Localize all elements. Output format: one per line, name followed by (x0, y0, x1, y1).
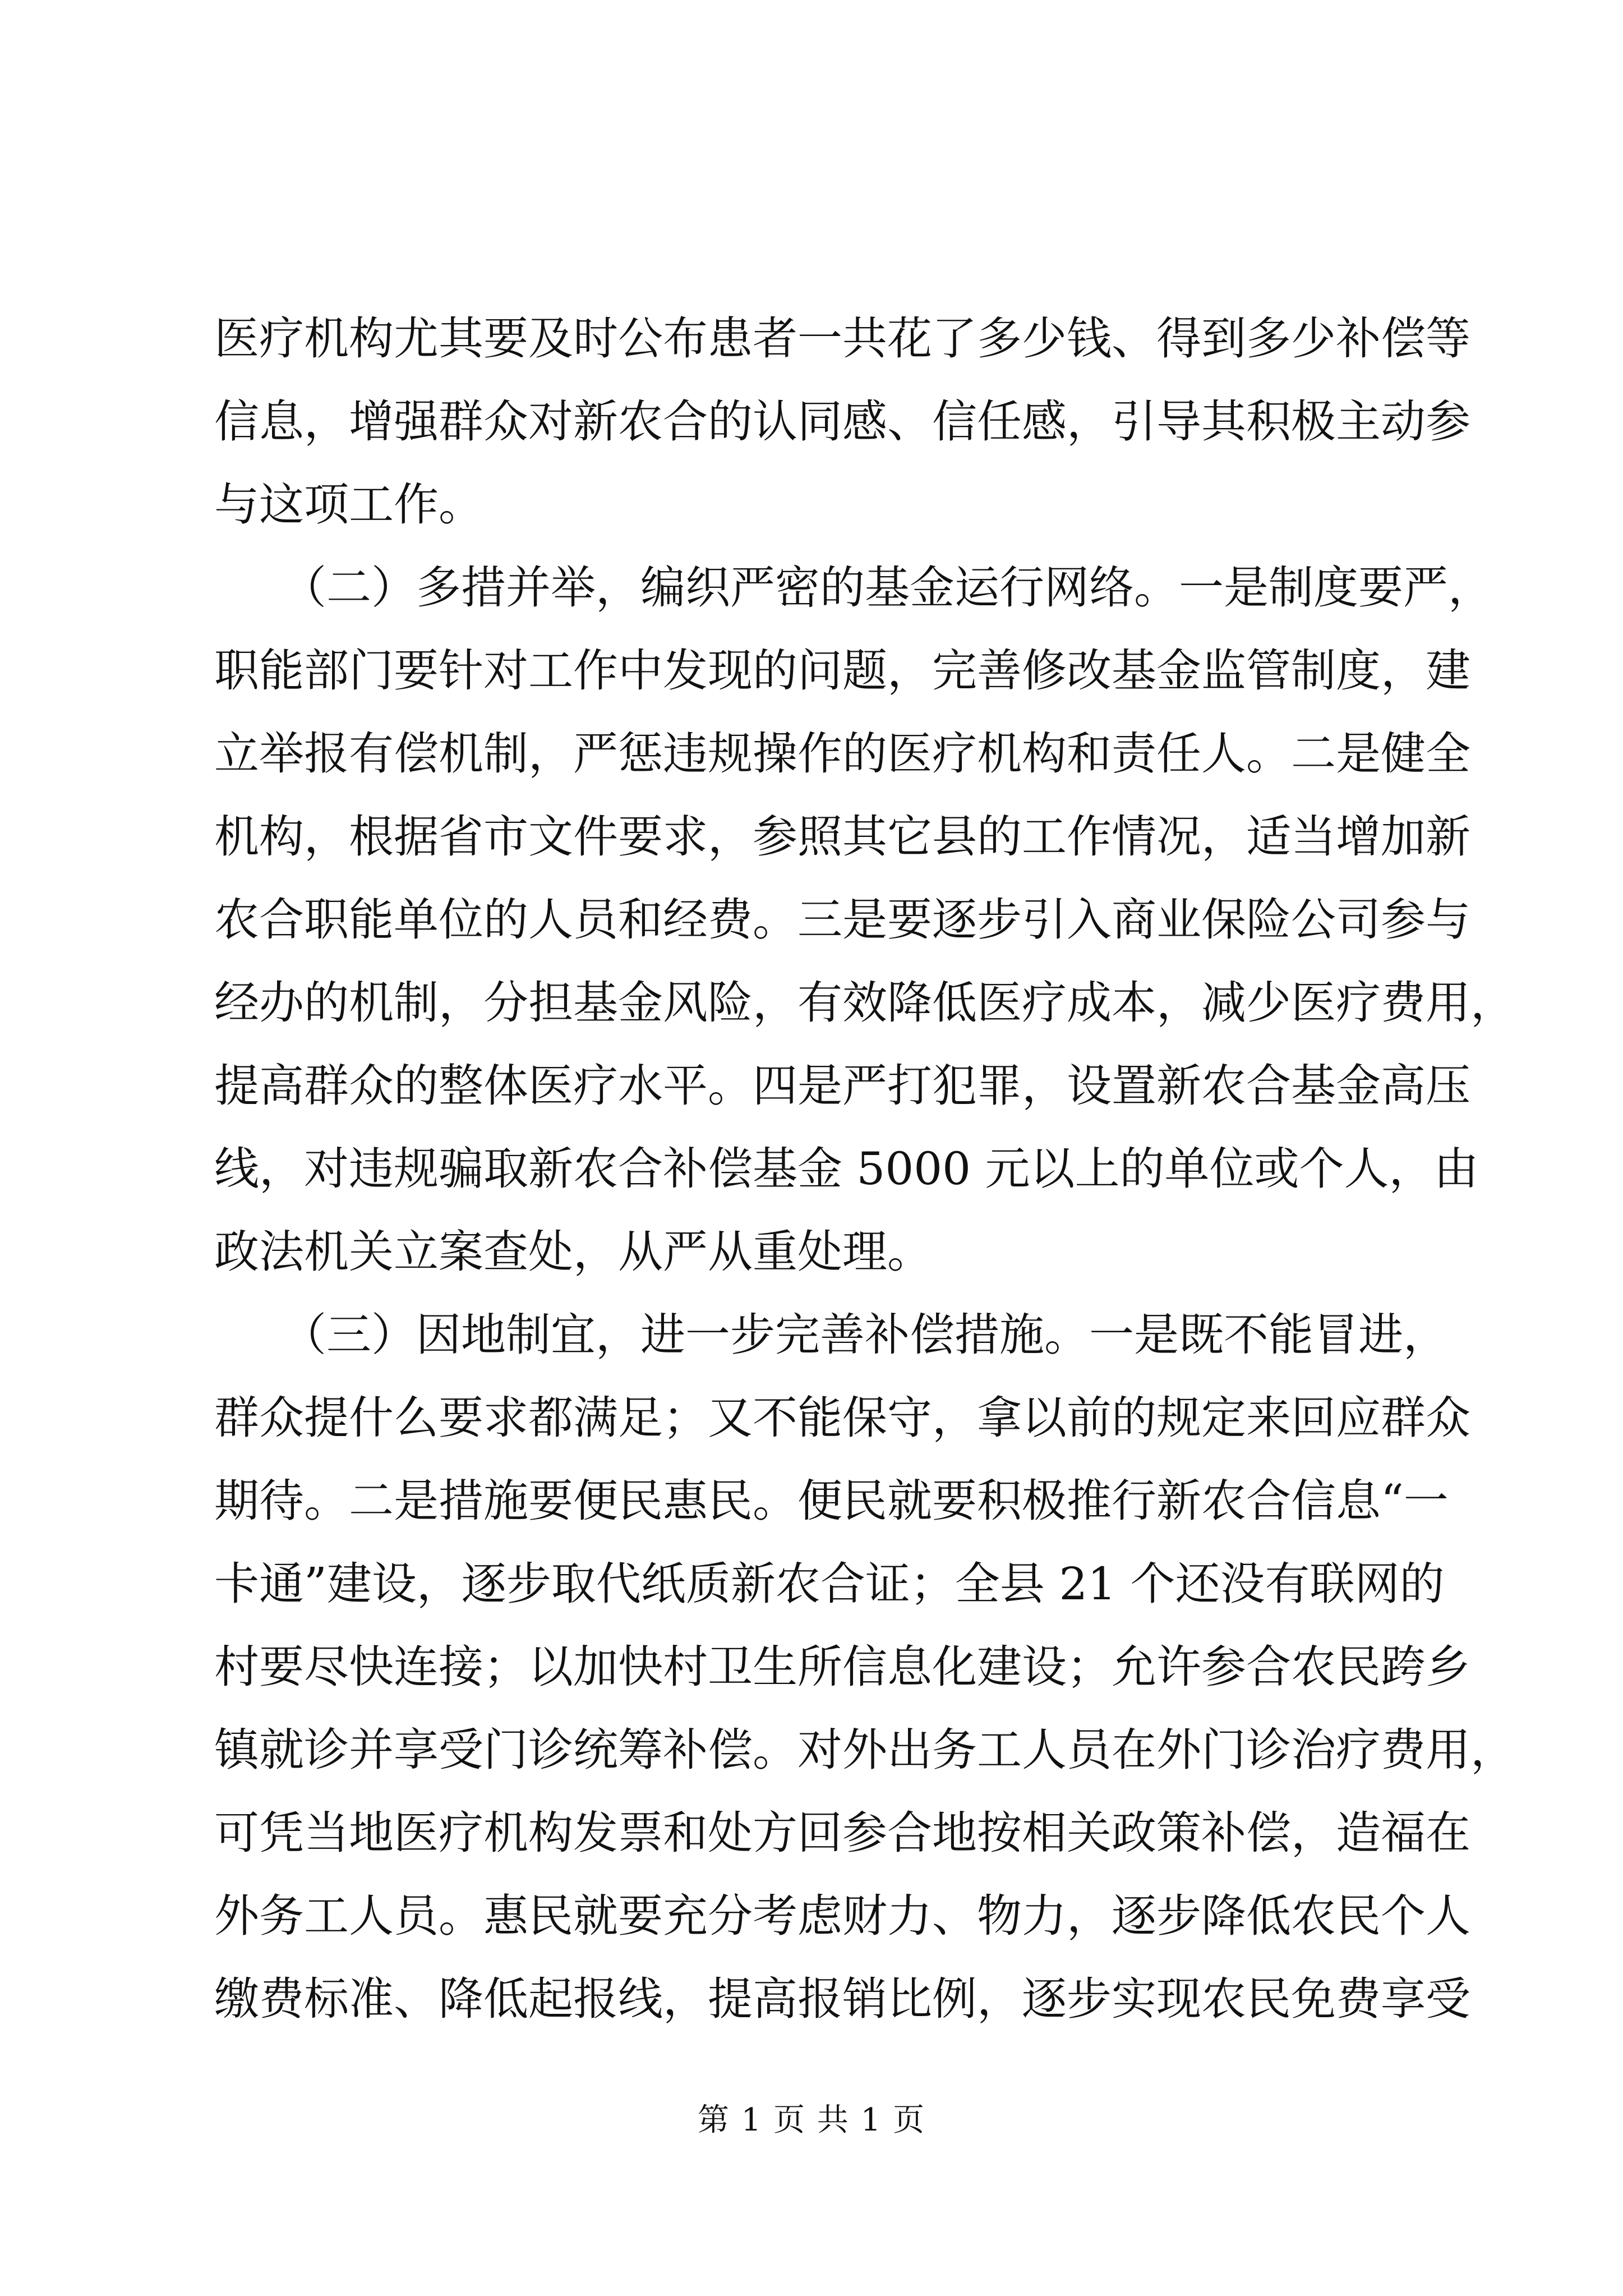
text-line: 政法机关立案查处，从严从重处理。 (214, 1226, 932, 1278)
text-line: 期待。二是措施要便民惠民。便民就要积极推行新农合信息“一 (214, 1475, 1449, 1527)
text-line: 镇就诊并享受门诊统筹补偿。对外出务工人员在外门诊治疗费用， (214, 1724, 1515, 1776)
text-line: 机构，根据省市文件要求，参照其它县的工作情况，适当增加新 (214, 811, 1470, 863)
text-line: 外务工人员。惠民就要充分考虑财力、物力，逐步降低农民个人 (214, 1890, 1470, 1942)
text-line: 提高群众的整体医疗水平。四是严打犯罪，设置新农合基金高压 (214, 1060, 1470, 1112)
text-line: （二）多措并举，编织严密的基金运行网络。一是制度要严， (214, 562, 1493, 614)
text-line: 缴费标准、降低起报线，提高报销比例，逐步实现农民免费享受 (214, 1973, 1470, 2025)
page-footer: 第 1 页 共 1 页 (697, 2102, 926, 2138)
text-line: 信息，增强群众对新农合的认同感、信任感，引导其积极主动参 (214, 395, 1470, 448)
text-line: 医疗机构尤其要及时公布患者一共花了多少钱、得到多少补偿等 (214, 312, 1470, 365)
text-line: 卡通”建设，逐步取代纸质新农合证；全县 21 个还没有联网的 (214, 1558, 1445, 1610)
text-line: 可凭当地医疗机构发票和处方回参合地按相关政策补偿，造福在 (214, 1807, 1470, 1859)
text-line: 农合职能单位的人员和经费。三是要逐步引入商业保险公司参与 (214, 894, 1470, 946)
text-line: 经办的机制，分担基金风险，有效降低医疗成本，减少医疗费用， (214, 977, 1515, 1029)
text-line: （三）因地制宜，进一步完善补偿措施。一是既不能冒进， (214, 1309, 1448, 1361)
text-line: 线，对违规骗取新农合补偿基金 5000 元以上的单位或个人，由 (214, 1143, 1479, 1195)
document-body (214, 297, 1515, 2041)
text-line: 村要尽快连接；以加快村卫生所信息化建设；允许参合农民跨乡 (214, 1641, 1470, 1693)
text-line: 立举报有偿机制，严惩违规操作的医疗机构和责任人。二是健全 (214, 728, 1470, 780)
text-line: 群众提什么要求都满足；又不能保守，拿以前的规定来回应群众 (214, 1392, 1470, 1444)
text-line: 职能部门要针对工作中发现的问题，完善修改基金监管制度，建 (214, 645, 1470, 697)
text-line: 与这项工作。 (214, 478, 483, 531)
